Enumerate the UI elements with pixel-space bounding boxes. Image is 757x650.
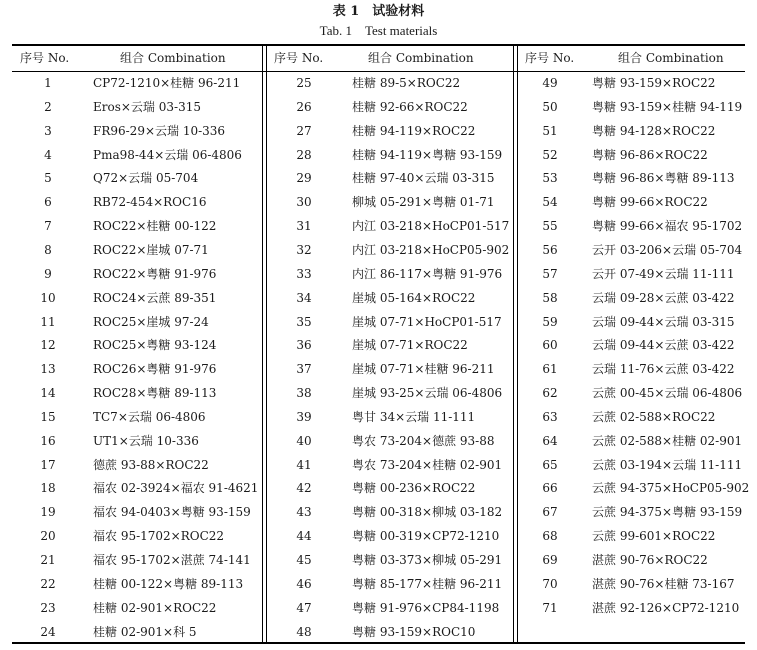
row-number: 57: [542, 266, 558, 281]
row-number: 41: [296, 457, 312, 472]
row-number: 67: [542, 505, 558, 520]
row-number: 56: [542, 242, 558, 257]
row-number: 43: [296, 505, 312, 520]
row-combination: 桂糖 92-66×ROC22: [352, 99, 468, 114]
row-combination: 崖城 07-71×ROC22: [352, 338, 468, 353]
row-combination: ROC26×粤糖 91-976: [93, 362, 217, 377]
row-combination: 粤糖 93-159×桂糖 94-119: [592, 99, 743, 114]
row-combination: ROC22×粤糖 91-976: [93, 266, 217, 281]
row-number: 34: [296, 290, 312, 305]
row-number: 64: [542, 433, 558, 448]
row-combination: 云瑞 11-76×云蔗 03-422: [592, 362, 735, 377]
row-combination: 湛蔗 90-76×ROC22: [592, 553, 708, 567]
row-combination: 福农 95-1702×湛蔗 74-141: [93, 553, 251, 567]
row-number: 54: [542, 195, 558, 210]
row-number: 1: [44, 76, 52, 90]
row-number: 9: [44, 266, 52, 281]
row-number: 15: [40, 409, 56, 424]
row-combination: 内江 03-218×HoCP05-902: [352, 242, 510, 257]
column-divider: [513, 44, 514, 643]
row-combination: FR96-29×云瑞 10-336: [93, 123, 226, 138]
row-combination: 粤糖 93-159×ROC10: [352, 624, 476, 639]
row-combination: 粤糖 91-976×CP84-1198: [352, 600, 500, 615]
row-number: 47: [296, 600, 312, 615]
header-combination: 组合 Combination: [120, 51, 226, 65]
row-combination: 福农 02-3924×福农 91-4621: [93, 481, 259, 496]
row-number: 33: [296, 266, 312, 281]
row-number: 61: [542, 362, 558, 377]
row-number: 49: [542, 76, 558, 90]
row-number: 35: [296, 314, 312, 329]
row-combination: 桂糖 97-40×云瑞 03-315: [352, 171, 495, 186]
row-combination: 内江 86-117×粤糖 91-976: [352, 266, 503, 281]
row-combination: 云瑞 09-44×云蔗 03-422: [592, 338, 735, 353]
row-number: 14: [40, 386, 56, 401]
row-combination: ROC22×崖城 07-71: [93, 242, 209, 257]
row-combination: Pma98-44×云瑞 06-4806: [93, 147, 242, 162]
row-combination: 粤糖 96-86×粤糖 89-113: [592, 171, 735, 186]
row-combination: 云开 07-49×云瑞 11-111: [592, 266, 735, 281]
row-combination: 湛蔗 90-76×桂糖 73-167: [592, 576, 735, 591]
row-number: 39: [296, 409, 312, 424]
row-combination: 粤农 73-204×桂糖 02-901: [352, 457, 503, 472]
row-number: 21: [40, 553, 56, 567]
row-combination: 粤糖 00-318×柳城 03-182: [352, 505, 503, 520]
row-combination: 云蔗 99-601×ROC22: [592, 529, 716, 544]
header-combination: 组合 Combination: [618, 51, 724, 65]
row-number: 48: [296, 624, 312, 639]
row-combination: 粤糖 03-373×柳城 05-291: [352, 553, 503, 567]
row-number: 37: [296, 362, 312, 377]
row-number: 59: [542, 314, 558, 329]
row-number: 29: [296, 171, 312, 186]
row-combination: 崖城 05-164×ROC22: [352, 290, 476, 305]
row-number: 20: [40, 529, 56, 544]
row-number: 32: [296, 242, 312, 257]
row-number: 3: [44, 123, 52, 138]
row-combination: 粤糖 94-128×ROC22: [592, 123, 716, 138]
row-number: 5: [44, 171, 52, 186]
column-divider: [266, 44, 267, 643]
row-number: 4: [44, 147, 52, 162]
row-number: 68: [542, 529, 558, 544]
row-combination: ROC28×粤糖 89-113: [93, 386, 217, 401]
row-number: 65: [542, 457, 558, 472]
row-number: 18: [40, 481, 56, 496]
row-number: 6: [44, 195, 52, 210]
row-number: 36: [296, 338, 312, 353]
row-combination: 桂糖 94-119×粤糖 93-159: [352, 147, 503, 162]
row-number: 62: [542, 386, 558, 401]
row-number: 10: [40, 290, 56, 305]
row-number: 12: [40, 338, 56, 353]
row-number: 11: [40, 314, 56, 329]
row-number: 30: [296, 195, 312, 210]
row-combination: CP72-1210×桂糖 96-211: [93, 76, 241, 90]
row-combination: 福农 94-0403×粤糖 93-159: [93, 505, 251, 520]
row-combination: 粤农 73-204×德蔗 93-88: [352, 433, 495, 448]
row-combination: 柳城 05-291×粤糖 01-71: [352, 195, 495, 210]
row-combination: 粤糖 00-236×ROC22: [352, 481, 476, 496]
row-number: 19: [40, 505, 56, 520]
row-combination: 粤糖 99-66×ROC22: [592, 195, 708, 210]
row-number: 2: [44, 99, 52, 114]
row-combination: 崖城 07-71×HoCP01-517: [352, 314, 502, 329]
row-number: 28: [296, 147, 312, 162]
bottom-rule: [12, 642, 745, 644]
row-number: 69: [542, 553, 558, 567]
header-no: 序号 No.: [20, 51, 70, 65]
row-number: 7: [44, 219, 52, 234]
header-rule: [12, 71, 745, 72]
row-combination: 粤甘 34×云瑞 11-111: [352, 409, 476, 424]
row-combination: 崖城 93-25×云瑞 06-4806: [352, 386, 503, 401]
table-title-en: Tab. 1 Test materials: [319, 23, 438, 38]
row-combination: 桂糖 94-119×ROC22: [352, 123, 476, 138]
row-combination: 桂糖 00-122×粤糖 89-113: [93, 576, 244, 591]
row-combination: 湛蔗 92-126×CP72-1210: [592, 600, 740, 615]
row-combination: 云蔗 94-375×HoCP05-902: [592, 481, 750, 496]
row-combination: UT1×云瑞 10-336: [93, 433, 199, 448]
header-no: 序号 No.: [274, 51, 324, 65]
row-number: 53: [542, 171, 558, 186]
row-combination: 内江 03-218×HoCP01-517: [352, 219, 510, 234]
row-number: 8: [44, 242, 52, 257]
row-number: 51: [542, 123, 558, 138]
row-number: 25: [296, 76, 312, 90]
row-combination: 云瑞 09-44×云瑞 03-315: [592, 314, 735, 329]
row-number: 22: [40, 576, 56, 591]
row-combination: 云蔗 00-45×云瑞 06-4806: [592, 386, 743, 401]
row-combination: 桂糖 89-5×ROC22: [352, 76, 461, 90]
row-combination: 福农 95-1702×ROC22: [93, 529, 225, 544]
row-number: 42: [296, 481, 312, 496]
row-number: 44: [296, 529, 312, 544]
row-number: 16: [40, 433, 56, 448]
row-combination: 云蔗 94-375×粤糖 93-159: [592, 505, 743, 520]
row-number: 26: [296, 99, 312, 114]
row-number: 17: [40, 457, 56, 472]
row-number: 71: [542, 600, 558, 615]
row-combination: 云开 03-206×云瑞 05-704: [592, 242, 743, 257]
row-combination: 粤糖 96-86×ROC22: [592, 147, 708, 162]
row-combination: TC7×云瑞 06-4806: [93, 409, 206, 424]
row-combination: ROC22×桂糖 00-122: [93, 219, 217, 234]
row-number: 31: [296, 219, 312, 234]
row-number: 50: [542, 99, 558, 114]
row-number: 13: [40, 362, 56, 377]
row-combination: 云瑞 09-28×云蔗 03-422: [592, 290, 735, 305]
row-number: 63: [542, 409, 558, 424]
header-combination: 组合 Combination: [368, 51, 474, 65]
row-combination: 粤糖 00-319×CP72-1210: [352, 529, 500, 544]
row-combination: Eros×云瑞 03-315: [93, 99, 201, 114]
header-no: 序号 No.: [525, 51, 575, 65]
row-number: 70: [542, 576, 558, 591]
row-combination: 云蔗 02-588×ROC22: [592, 409, 716, 424]
row-combination: RB72-454×ROC16: [93, 195, 207, 210]
row-number: 24: [40, 624, 56, 639]
row-number: 66: [542, 481, 558, 496]
row-combination: 云蔗 03-194×云瑞 11-111: [592, 457, 743, 472]
row-combination: 粤糖 85-177×桂糖 96-211: [352, 576, 503, 591]
row-combination: ROC25×粤糖 93-124: [93, 338, 217, 353]
row-number: 55: [542, 219, 558, 234]
row-number: 45: [296, 553, 312, 567]
row-combination: 桂糖 02-901×科 5: [93, 624, 197, 639]
table-title-cn: 表 1 试验材料: [332, 4, 425, 19]
row-number: 23: [40, 600, 56, 615]
row-number: 46: [296, 576, 312, 591]
column-divider: [517, 44, 518, 643]
row-combination: 粤糖 99-66×福农 95-1702: [592, 219, 743, 234]
row-number: 52: [542, 147, 558, 162]
row-number: 60: [542, 338, 558, 353]
row-number: 58: [542, 290, 558, 305]
row-combination: ROC24×云蔗 89-351: [93, 290, 217, 305]
row-number: 27: [296, 123, 312, 138]
row-combination: 崖城 07-71×桂糖 96-211: [352, 362, 495, 377]
row-number: 38: [296, 386, 312, 401]
row-combination: 德蔗 93-88×ROC22: [93, 457, 209, 472]
row-combination: 云蔗 02-588×桂糖 02-901: [592, 433, 743, 448]
row-number: 40: [296, 433, 312, 448]
row-combination: 桂糖 02-901×ROC22: [93, 600, 217, 615]
row-combination: Q72×云瑞 05-704: [93, 171, 199, 186]
column-divider: [262, 44, 263, 643]
row-combination: 粤糖 93-159×ROC22: [592, 76, 716, 90]
row-combination: ROC25×崖城 97-24: [93, 314, 209, 329]
